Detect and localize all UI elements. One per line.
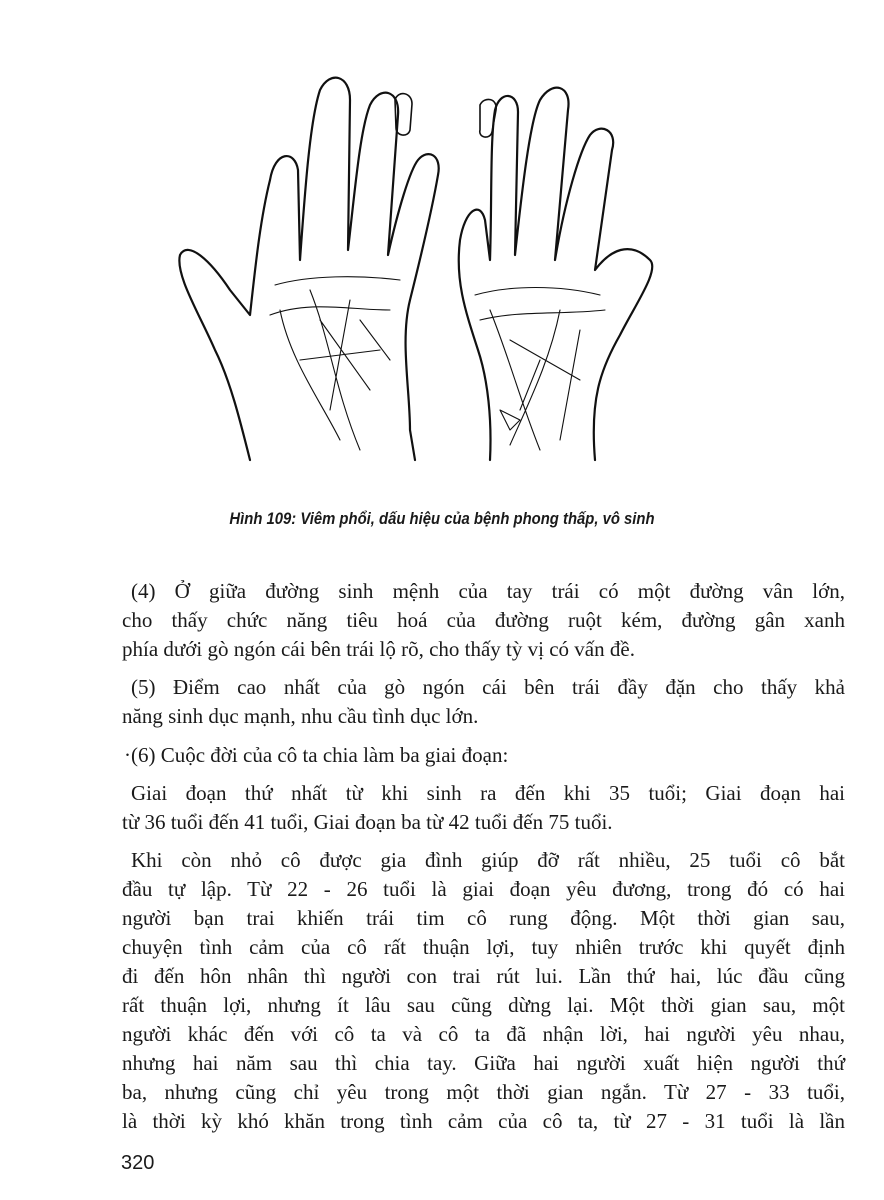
- story-line: rất thuận lợi, nhưng ít lâu sau cũng dừng lại. Một thời gian sau, một: [122, 993, 845, 1017]
- left-hand-drawing: [179, 78, 438, 460]
- story-line: Khi còn nhỏ cô được gia đình giúp đỡ rất nhiều, 25 tuổi cô bắt: [131, 848, 845, 872]
- story-line: đi đến hôn nhân thì người con trai rút lui. Lần thứ hai, lúc đầu cũng: [122, 964, 845, 988]
- right-hand-drawing: [459, 88, 653, 460]
- story-line: là thời kỳ khó khăn trong tình cảm của cô ta, từ 27 - 31 tuổi là lần: [122, 1109, 845, 1133]
- figure-caption: Hình 109: Viêm phổi, dấu hiệu của bệnh phong thấp, vô sinh: [229, 510, 655, 528]
- story-line: nhưng hai năm sau thì chia tay. Giữa hai người xuất hiện người thứ: [122, 1051, 845, 1075]
- paragraph-4-line: (4) Ở giữa đường sinh mệnh của tay trái có một đường vân lớn,: [131, 579, 845, 603]
- story-line: đầu tự lập. Từ 22 - 26 tuổi là giai đoạn yêu đương, trong đó có hai: [122, 877, 845, 901]
- stages-line: từ 36 tuổi đến 41 tuổi, Giai đoạn ba từ 42 tuổi đến 75 tuổi.: [122, 810, 613, 834]
- paragraph-5-line: (5) Điểm cao nhất của gò ngón cái bên trái đầy đặn cho thấy khả: [131, 675, 845, 699]
- paragraph-6-line: ·(6) Cuộc đời của cô ta chia làm ba giai đoạn:: [124, 743, 509, 767]
- story-line: ba, nhưng cũng chỉ yêu trong một thời gian ngắn. Từ 27 - 33 tuổi,: [122, 1080, 845, 1104]
- paragraph-4-line: phía dưới gò ngón cái bên trái lộ rõ, cho thấy tỳ vị có vấn đề.: [122, 637, 635, 661]
- paragraph-4-line: cho thấy chức năng tiêu hoá của đường ruột kém, đường gân xanh: [122, 608, 845, 632]
- story-line: chuyện tình cảm của cô rất thuận lợi, tuy nhiên trước khi quyết định: [122, 935, 845, 959]
- story-line: người khác đến với cô ta và cô ta đã nhận lời, hai người yêu nhau,: [122, 1022, 845, 1046]
- story-line: người bạn trai khiến trái tim cô rung động. Một thời gian sau,: [122, 906, 845, 930]
- page-number: 320: [121, 1152, 155, 1174]
- stages-line: Giai đoạn thứ nhất từ khi sinh ra đến khi 35 tuổi; Giai đoạn hai: [131, 781, 845, 805]
- paragraph-5-line: năng sinh dục mạnh, nhu cầu tình dục lớn.: [122, 704, 479, 728]
- palm-illustration: [160, 60, 730, 500]
